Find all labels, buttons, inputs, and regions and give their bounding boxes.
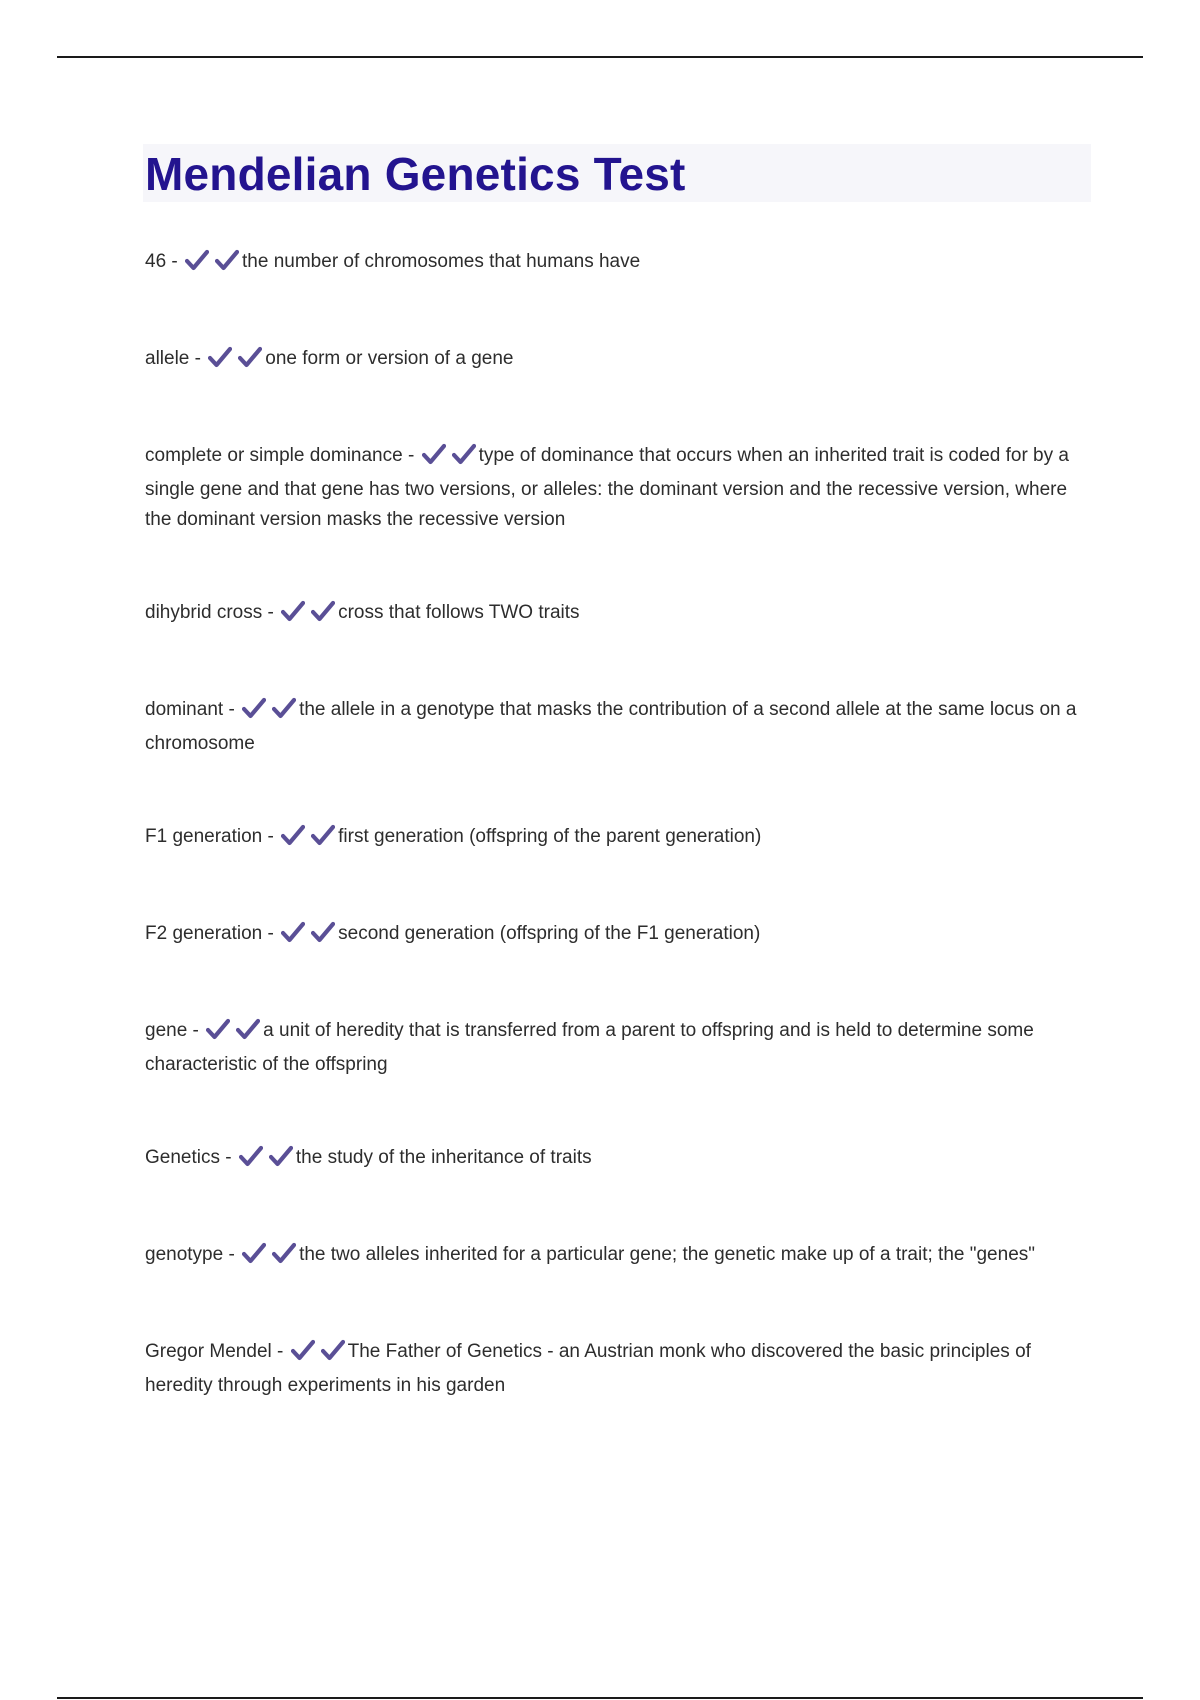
entry-definition: the study of the inheritance of traits (295, 1147, 592, 1168)
entry-definition: the allele in a genotype that masks the contribution of a second allele at the same locus on a chromosome (145, 699, 1077, 754)
double-check-icons (208, 346, 262, 378)
checkmark-icon (311, 824, 335, 846)
checkmark-icon (242, 697, 266, 719)
entry-item (145, 1143, 1095, 1177)
checkmark-icon (238, 346, 262, 368)
checkmark-icon (272, 1242, 296, 1264)
double-check-icons (242, 697, 296, 729)
term-separator: - (262, 602, 280, 623)
term-separator: - (187, 1020, 205, 1041)
entry-definition: cross that follows TWO traits (338, 602, 580, 623)
checkmark-icon (185, 249, 209, 271)
entry-definition: The Father of Genetics - an Austrian monk who discovered the basic principles of heredity through experiments in his garden (145, 1341, 1031, 1396)
checkmark-icon (311, 921, 335, 943)
term-separator: - (402, 445, 420, 466)
entry-definition: type of dominance that occurs when an inherited trait is coded for by a single gene and that gene has two versions, or alleles: the dominant version and the recessive version, where the dominant version masks the recessive version (145, 445, 1069, 530)
entry-item (145, 1016, 1095, 1080)
double-check-icons (281, 921, 335, 953)
entry-term: F2 generation (145, 923, 263, 944)
term-separator: - (189, 348, 207, 369)
double-check-icons (206, 1018, 260, 1050)
term-separator: - (262, 923, 280, 944)
entry-term: gene (145, 1020, 188, 1041)
checkmark-icon (236, 1018, 260, 1040)
double-check-icons (281, 600, 335, 632)
entry-item (145, 822, 1095, 856)
entry-term: Genetics (145, 1147, 220, 1168)
entry-definition: a unit of heredity that is transferred from a parent to offspring and is held to determine some characteristic of the offspring (145, 1020, 1034, 1075)
checkmark-icon (281, 600, 305, 622)
entry-term: F1 generation (145, 826, 263, 847)
checkmark-icon (291, 1339, 315, 1361)
double-check-icons (185, 249, 239, 281)
entry-item (145, 695, 1095, 759)
checkmark-icon (206, 1018, 230, 1040)
entry-term: dominant (145, 699, 224, 720)
entry-term: Gregor Mendel (145, 1341, 272, 1362)
entry-term: 46 (145, 251, 167, 272)
double-check-icons (422, 443, 476, 475)
checkmark-icon (208, 346, 232, 368)
checkmark-icon (321, 1339, 345, 1361)
header-rule (57, 56, 1143, 58)
double-check-icons (281, 824, 335, 856)
page-title: Mendelian Genetics Test (145, 148, 686, 200)
entry-item (145, 598, 1095, 632)
checkmark-icon (281, 824, 305, 846)
entry-definition: first generation (offspring of the parent generation) (338, 826, 762, 847)
entry-term: complete or simple dominance (145, 445, 403, 466)
checkmark-icon (239, 1145, 263, 1167)
entry-item (145, 247, 1095, 281)
checkmark-icon (242, 1242, 266, 1264)
entry-term: dihybrid cross (145, 602, 263, 623)
footer-rule (57, 1697, 1143, 1699)
double-check-icons (239, 1145, 293, 1177)
checkmark-icon (215, 249, 239, 271)
entry-term: allele (145, 348, 190, 369)
entry-item (145, 1337, 1095, 1401)
term-separator: - (219, 1147, 237, 1168)
entry-item (145, 919, 1095, 953)
term-separator: - (166, 251, 184, 272)
entry-term: genotype (145, 1244, 224, 1265)
entry-definition: second generation (offspring of the F1 generation) (338, 923, 761, 944)
double-check-icons (242, 1242, 296, 1274)
term-separator: - (271, 1341, 289, 1362)
checkmark-icon (272, 697, 296, 719)
entry-definition: one form or version of a gene (265, 348, 514, 369)
checkmark-icon (281, 921, 305, 943)
entry-item (145, 1240, 1095, 1274)
checkmark-icon (311, 600, 335, 622)
entry-definition: the number of chromosomes that humans have (242, 251, 641, 272)
checkmark-icon (452, 443, 476, 465)
double-check-icons (291, 1339, 345, 1371)
term-separator: - (223, 699, 241, 720)
entry-item (145, 441, 1095, 535)
term-separator: - (262, 826, 280, 847)
entry-item (145, 344, 1095, 378)
entry-definition: the two alleles inherited for a particular gene; the genetic make up of a trait; the "genes" (299, 1244, 1036, 1265)
term-separator: - (223, 1244, 241, 1265)
checkmark-icon (269, 1145, 293, 1167)
entry-list (145, 247, 1095, 1401)
checkmark-icon (422, 443, 446, 465)
